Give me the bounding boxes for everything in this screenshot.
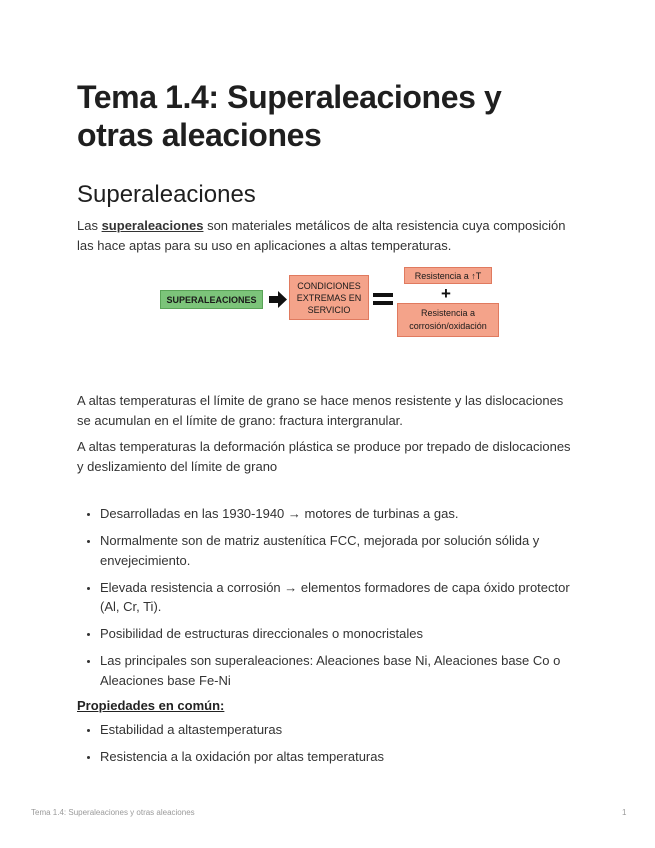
intro-term-underline	[102, 218, 204, 233]
diagram-box-condiciones: CONDICIONES EXTREMAS EN SERVICIO	[289, 275, 369, 320]
properties-heading: Propiedades en común:	[77, 697, 225, 713]
page-title: Tema 1.4: Superaleaciones y otras aleaciones	[77, 79, 502, 153]
section-heading: Superaleaciones	[77, 181, 256, 208]
intro-term: superaleaciones	[101, 218, 204, 233]
list-item: • Estabilidad a altastemperaturas	[100, 720, 577, 740]
diagram-box-corrosion: Resistencia a corrosión/oxidación	[397, 303, 499, 337]
footer-doc-title: Tema 1.4: Superaleaciones y otras aleaciones	[31, 808, 195, 817]
properties-list	[77, 720, 577, 767]
intro-prefix: Las	[77, 218, 102, 233]
list-item: • Desarrolladas en las 1930-1940 → motores de turbinas a gas.	[100, 504, 577, 524]
paragraph-fractura: A altas temperaturas el límite de grano se hace menos resistente y las dislocaciones se acumulan en el límite de grano: fractura intergranular.	[77, 393, 564, 428]
list-item: • Elevada resistencia a corrosión → elementos formadores de capa óxido protector (Al, Cr, Ti).	[100, 578, 577, 617]
paragraph-deformacion: A altas temperaturas la deformación plástica se produce por trepado de dislocaciones y deslizamiento del límite de grano	[77, 439, 571, 474]
diagram-box-superaleaciones: SUPERALEACIONES	[160, 290, 263, 309]
arrow-right-icon	[269, 290, 288, 309]
intro-suffix: son materiales metálicos de alta resistencia cuya composición las hace aptas para su uso en aplicaciones a altas temperaturas.	[77, 218, 566, 253]
page-content	[77, 78, 577, 774]
diagram-box-temperatura: Resistencia a ↑T	[404, 267, 492, 284]
list-item: • Posibilidad de estructuras direccionales o monocristales	[100, 624, 577, 644]
plus-icon: +	[441, 284, 451, 303]
superalloy-diagram	[77, 267, 577, 379]
intro-paragraph	[77, 216, 577, 255]
bullet-list	[77, 504, 577, 690]
list-item: • Normalmente son de matriz austenítica FCC, mejorada por solución sólida y envejecimiento.	[100, 531, 577, 570]
list-item: • Las principales son superaleaciones: Aleaciones base Ni, Aleaciones base Co o Aleaciones base Fe-Ni	[100, 651, 577, 690]
list-item: • Resistencia a la oxidación por altas temperaturas	[100, 747, 577, 767]
equals-icon	[373, 290, 393, 308]
footer-page-number: 1	[622, 808, 627, 817]
